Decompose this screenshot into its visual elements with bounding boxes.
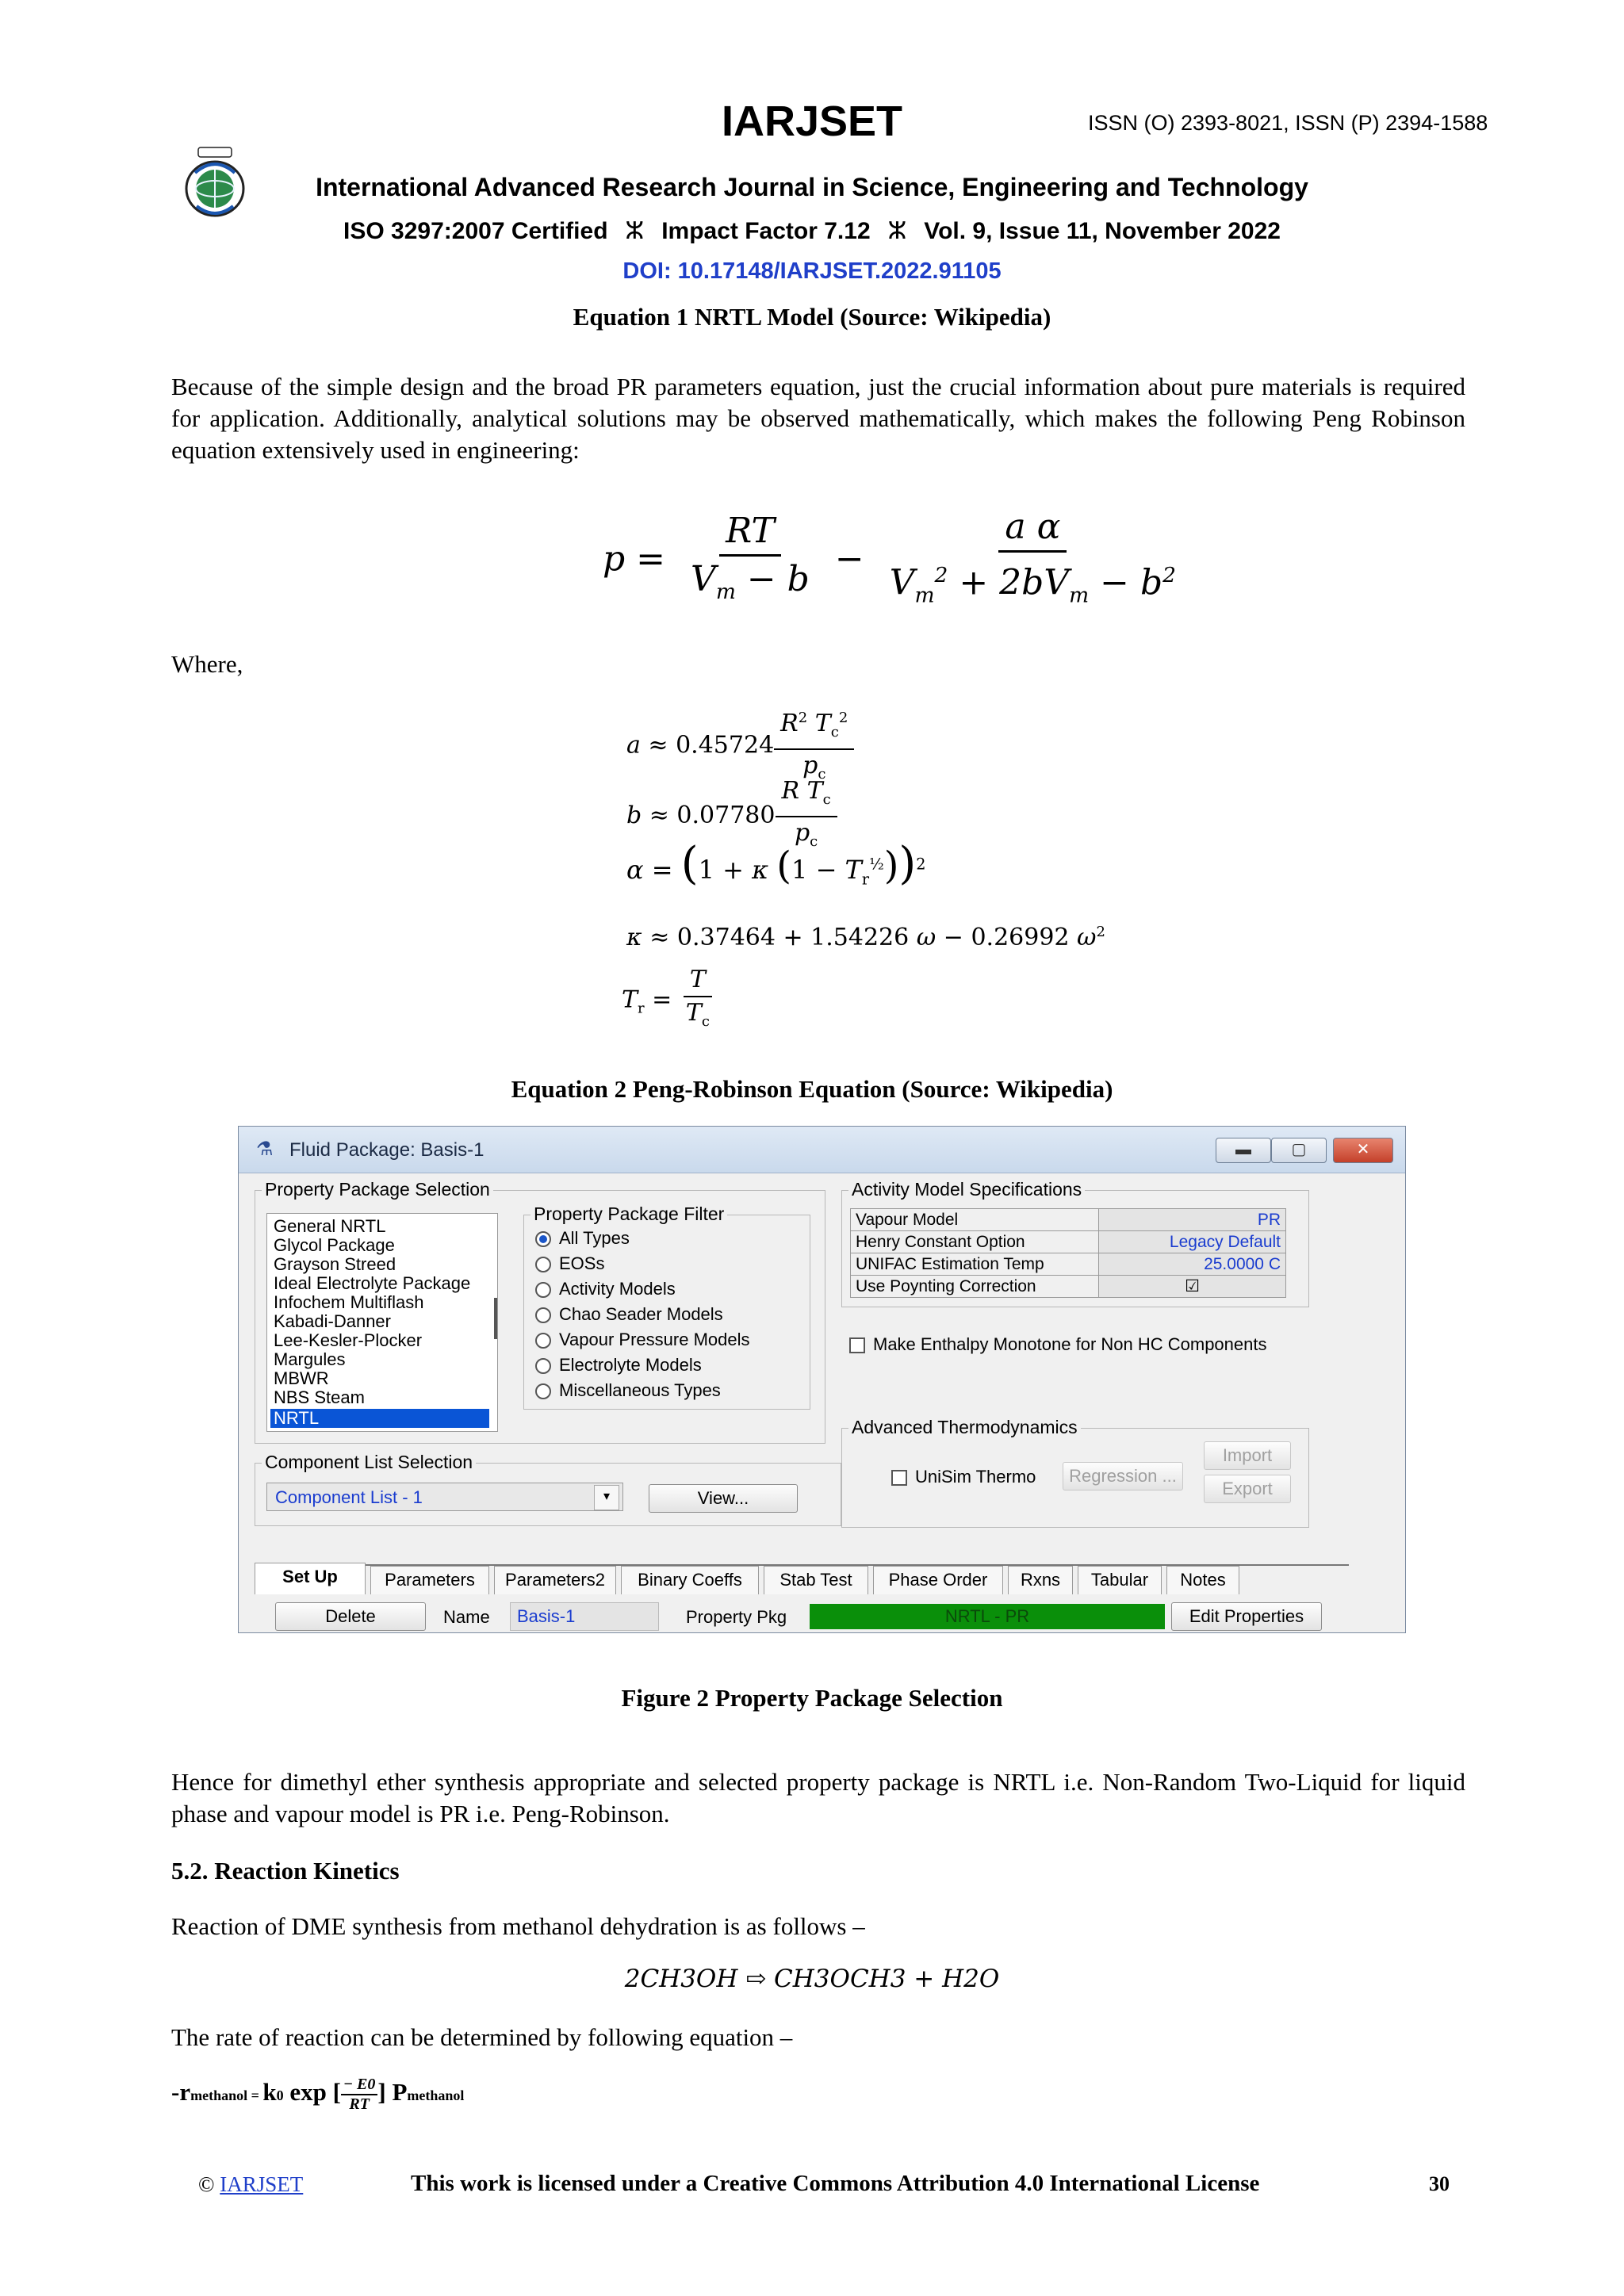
paragraph-rate-intro: The rate of reaction can be determined by following equation –	[171, 2023, 793, 2051]
property-pkg-status: NRTL - PR	[810, 1604, 1165, 1629]
where-label: Where,	[171, 650, 243, 678]
separator-icon: ⵣ	[887, 218, 907, 244]
export-button[interactable]: Export	[1204, 1475, 1291, 1503]
unisim-thermo-checkbox[interactable]: UniSim Thermo	[891, 1467, 1036, 1487]
list-item[interactable]: Ideal Electrolyte Package	[274, 1273, 471, 1293]
filter-vapour-pressure[interactable]: Vapour Pressure Models	[535, 1330, 750, 1350]
paragraph-pr-intro: Because of the simple design and the broad PR parameters equation, just the crucial information about pure materials is required for application. Additionally, analytical solutions may be observed mathematically, which makes the following Peng Robinson equation extensively used in engineering:	[171, 373, 1465, 464]
dialog-title: Fluid Package: Basis-1	[289, 1139, 485, 1161]
radio-icon[interactable]	[535, 1257, 551, 1272]
equation-1-caption: Equation 1 NRTL Model (Source: Wikipedia)	[573, 303, 1051, 331]
paragraph-reaction-intro: Reaction of DME synthesis from methanol dehydration is as follows –	[171, 1912, 865, 1940]
page-number: 30	[1429, 2172, 1450, 2195]
volume-issue: Vol. 9, Issue 11, November 2022	[924, 218, 1281, 244]
minimize-button[interactable]: ▬	[1216, 1138, 1271, 1163]
view-button[interactable]: View...	[649, 1484, 798, 1513]
doi-line[interactable]	[0, 258, 1624, 285]
tab-set-up[interactable]: Set Up	[255, 1563, 366, 1594]
component-list-group	[255, 1452, 841, 1526]
property-package-filter-label: Property Package Filter	[530, 1203, 727, 1225]
filter-electrolyte[interactable]: Electrolyte Models	[535, 1355, 702, 1376]
radio-selected-icon[interactable]	[535, 1231, 551, 1247]
radio-icon[interactable]	[535, 1333, 551, 1349]
issn-line: ISSN (O) 2393-8021, ISSN (P) 2394-1588	[1088, 111, 1488, 135]
doi-value[interactable]: : 10.17148/IARJSET.2022.91105	[663, 258, 1002, 284]
edit-properties-button[interactable]: Edit Properties	[1171, 1602, 1322, 1631]
list-item[interactable]: Grayson Streed	[274, 1254, 396, 1274]
radio-icon[interactable]	[535, 1358, 551, 1374]
advanced-thermo-group	[841, 1417, 1309, 1528]
table-row[interactable]: UNIFAC Estimation Temp 25.0000 C	[851, 1253, 1286, 1276]
rate-equation: -rmethanol = k0 exp [ $\frac{- E0}{RT}$ ] Pmethanol	[171, 2076, 465, 2113]
filter-all-types[interactable]: All Types	[535, 1228, 630, 1249]
checkbox-icon[interactable]	[891, 1470, 907, 1486]
activity-specs-table	[850, 1208, 1286, 1298]
property-package-list[interactable]	[266, 1213, 498, 1432]
certification-line	[0, 217, 1624, 245]
radio-icon[interactable]	[535, 1282, 551, 1298]
name-field[interactable]: Basis-1	[510, 1602, 659, 1631]
list-item[interactable]: Infochem Multiflash	[274, 1292, 424, 1312]
enthalpy-monotone-checkbox[interactable]: Make Enthalpy Monotone for Non HC Components	[849, 1334, 1266, 1355]
delete-button[interactable]: Delete	[275, 1602, 426, 1631]
copyright-icon: ©	[198, 2172, 215, 2196]
list-item[interactable]: Kabadi-Danner	[274, 1311, 391, 1331]
footer-copyright	[198, 2172, 303, 2197]
table-row[interactable]: Vapour Model PR	[851, 1209, 1286, 1231]
list-item[interactable]: Lee-Kesler-Plocker	[274, 1330, 423, 1350]
property-package-selection-label: Property Package Selection	[262, 1179, 493, 1200]
doi-label: DOI	[622, 258, 664, 284]
filter-chao-seader[interactable]: Chao Seader Models	[535, 1304, 723, 1325]
property-pkg-label: Property Pkg	[686, 1607, 787, 1627]
table-row[interactable]: Use Poynting Correction ☑	[851, 1276, 1286, 1298]
component-list-label: Component List Selection	[262, 1452, 476, 1473]
tab-stab-test[interactable]: Stab Test	[764, 1566, 868, 1594]
tab-phase-order[interactable]: Phase Order	[873, 1566, 1003, 1594]
radio-icon[interactable]	[535, 1307, 551, 1323]
tab-strip	[255, 1564, 1349, 1598]
table-row[interactable]: Henry Constant Option Legacy Default	[851, 1231, 1286, 1253]
list-item[interactable]: Margules	[274, 1349, 346, 1369]
equation-2-caption: Equation 2 Peng-Robinson Equation (Source: Wikipedia)	[511, 1075, 1113, 1103]
tab-binary-coeffs[interactable]: Binary Coeffs	[621, 1566, 759, 1594]
advanced-thermo-label: Advanced Thermodynamics	[848, 1417, 1081, 1438]
property-package-selection-group	[255, 1179, 825, 1444]
impact-factor: Impact Factor 7.12	[661, 218, 871, 244]
parameter-equations: a ≈ 0.45724 $\frac{R^2 T_c^2}{p_c}$ b ≈ 0.07780 $\frac{R T_c}{p_c}$ α = (1 + κ $(1 - T_r^{\frac{1}{2}}))^2$ κ ≈ 0.37464 + 1.54226 ω − 0.26992 $\omega^2$ $T_r$ = $\frac{T}{T_c}$	[626, 702, 1105, 1038]
list-item[interactable]: MBWR	[274, 1368, 329, 1388]
separator-icon: ⵣ	[625, 218, 645, 244]
list-item[interactable]: NBS Steam	[274, 1387, 365, 1407]
tab-tabular[interactable]: Tabular	[1078, 1566, 1162, 1594]
footer-license: This work is licensed under a Creative Commons Attribution 4.0 International License	[411, 2171, 1260, 2196]
iso-certified: ISO 3297:2007 Certified	[343, 218, 608, 244]
property-package-filter-group	[523, 1203, 810, 1410]
list-item[interactable]: General NRTL	[274, 1216, 386, 1236]
close-button[interactable]: ✕	[1333, 1138, 1393, 1163]
chevron-down-icon[interactable]: ▾	[594, 1485, 619, 1510]
peng-robinson-equation: p = $\frac{RT}{V_m - b}$ − $\frac{\text{a α}}{V_m^2 + 2bV_m - b^2}$	[603, 504, 1190, 618]
poynting-checkbox[interactable]: ☑	[1099, 1276, 1286, 1298]
checkbox-icon[interactable]	[849, 1337, 865, 1353]
tab-rxns[interactable]: Rxns	[1008, 1566, 1073, 1594]
radio-icon[interactable]	[535, 1383, 551, 1399]
regression-button[interactable]: Regression ...	[1063, 1462, 1183, 1490]
tab-notes[interactable]: Notes	[1166, 1566, 1239, 1594]
component-list-dropdown[interactable]: Component List - 1 ▾	[266, 1483, 623, 1511]
tab-parameters2[interactable]: Parameters2	[494, 1566, 616, 1594]
filter-activity-models[interactable]: Activity Models	[535, 1279, 676, 1299]
scrollbar-thumb[interactable]	[494, 1298, 497, 1339]
reaction-equation: 2CH3OH ⇨ CH3OCH3 + H2O	[624, 1965, 1000, 1993]
journal-name: International Advanced Research Journal in Science, Engineering and Technology	[316, 173, 1308, 201]
paragraph-package-choice: Hence for dimethyl ether synthesis appropriate and selected property package is NRTL i.e. Non-Random Two-Liquid for liquid phase and vapour model is PR i.e. Peng-Robinson.	[171, 1768, 1465, 1827]
flask-icon: ⚗	[256, 1138, 274, 1160]
name-label: Name	[443, 1607, 490, 1627]
activity-model-specs-label: Activity Model Specifications	[848, 1179, 1085, 1200]
fluid-package-dialog	[238, 1126, 1406, 1633]
selected-list-item[interactable]: NRTL	[270, 1409, 489, 1428]
maximize-button[interactable]: ▢	[1271, 1138, 1327, 1163]
filter-eoss[interactable]: EOSs	[535, 1253, 604, 1274]
footer-iarjset-link[interactable]: IARJSET	[220, 2172, 304, 2196]
figure-2-caption: Figure 2 Property Package Selection	[621, 1684, 1003, 1712]
journal-acronym: IARJSET	[721, 98, 903, 145]
tab-parameters[interactable]: Parameters	[370, 1566, 489, 1594]
import-button[interactable]: Import	[1204, 1441, 1291, 1470]
filter-miscellaneous[interactable]: Miscellaneous Types	[535, 1380, 721, 1401]
section-heading: 5.2. Reaction Kinetics	[171, 1857, 400, 1885]
dialog-titlebar	[239, 1127, 1405, 1173]
activity-model-specs-group	[841, 1179, 1309, 1307]
list-item[interactable]: Glycol Package	[274, 1235, 395, 1255]
